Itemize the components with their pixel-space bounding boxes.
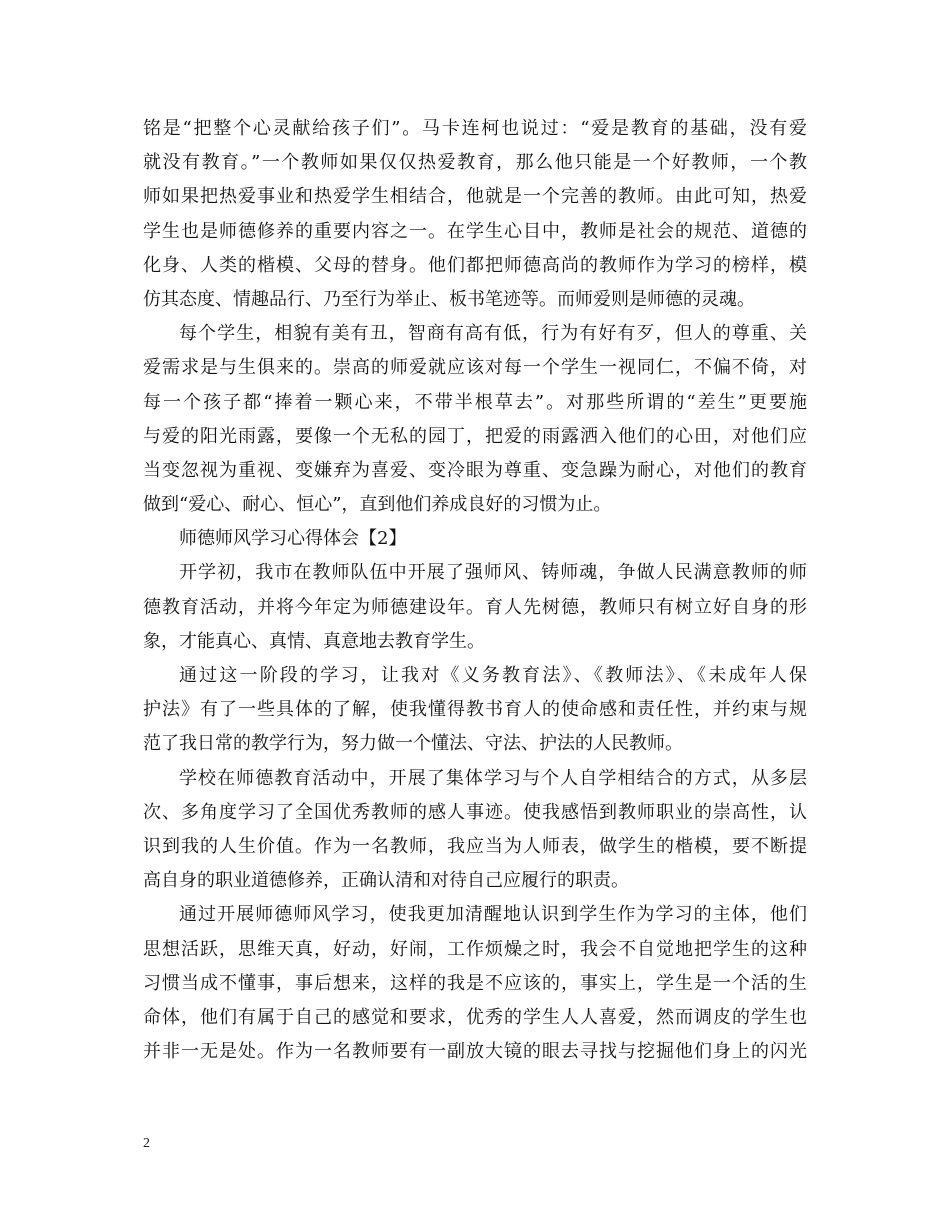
text-line: 铭是“把整个心灵献给孩子们”。马卡连柯也说过：“爱是教育的基础，没有爱 xyxy=(143,118,807,139)
text-line: 通过这一阶段的学习，让我对《义务教育法》、《教师法》、《未成年人保 xyxy=(179,665,807,686)
page-number: 2 xyxy=(143,1136,150,1151)
text-line: 就没有教育。”一个教师如果仅仅热爱教育，那么他只能是一个好教师，一个教 xyxy=(143,152,807,174)
text-line: 识到我的人生价值。作为一名教师，我应当为人师表，做学生的楷模，要不断提 xyxy=(143,835,807,857)
text-line: 学校在师德教育活动中，开展了集体学习与个人自学相结合的方式，从多层 xyxy=(179,767,807,789)
text-line: 命体，他们有属于自己的感觉和要求，优秀的学生人人喜爱，然而调皮的学生也 xyxy=(143,1006,807,1028)
text-line: 次、多角度学习了全国优秀教师的感人事迹。使我感悟到教师职业的崇高性，认 xyxy=(143,801,807,823)
text-line: 通过开展师德师风学习，使我更加清醒地认识到学生作为学习的主体，他们 xyxy=(179,904,807,926)
text-line: 仿其态度、情趣品行、乃至行为举止、板书笔迹等。而师爱则是师德的灵魂。 xyxy=(143,288,755,310)
text-line: 化身、人类的楷模、父母的替身。他们都把师德高尚的教师作为学习的榜样，模 xyxy=(143,254,807,276)
text-line: 并非一无是处。作为一名教师要有一副放大镜的眼去寻找与挖掘他们身上的闪光 xyxy=(143,1041,807,1063)
text-line: 与爱的阳光雨露，要像一个无私的园丁，把爱的雨露洒入他们的心田，对他们应 xyxy=(143,425,807,447)
text-line: 爱需求是与生俱来的。崇高的师爱就应该对每一个学生一视同仁，不偏不倚，对 xyxy=(143,357,807,379)
text-line: 习惯当成不懂事，事后想来，这样的我是不应该的，事实上，学生是一个活的生 xyxy=(143,972,807,994)
text-line: 每个学生，相貌有美有丑，智商有高有低，行为有好有歹，但人的尊重、关 xyxy=(179,323,807,345)
text-line: 每一个孩子都“捧着一颗心来，不带半根草去”。对那些所谓的“差生”更要施 xyxy=(143,391,807,413)
text-line: 师德师风学习心得体会【2】 xyxy=(179,528,407,550)
text-line: 护法》有了一些具体的了解，使我懂得教书育人的使命感和责任性，并约束与规 xyxy=(143,699,807,721)
text-line: 做到“爱心、耐心、恒心”，直到他们养成良好的习惯为止。 xyxy=(143,494,612,516)
text-line: 开学初，我市在教师队伍中开展了强师风、铸师魂，争做人民满意教师的师 xyxy=(179,562,807,584)
text-line: 高自身的职业道德修养，正确认清和对待自己应履行的职责。 xyxy=(143,870,629,892)
text-line: 思想活跃，思维天真，好动，好闹，工作烦燥之时，我会不自觉地把学生的这种 xyxy=(143,938,807,960)
document-body xyxy=(143,112,807,1069)
text-line: 学生也是师德修养的重要内容之一。在学生心目中，教师是社会的规范、道德的 xyxy=(143,220,807,242)
text-line: 范了我日常的教学行为，努力做一个懂法、守法、护法的人民教师。 xyxy=(143,733,683,755)
text-line: 师如果把热爱事业和热爱学生相结合，他就是一个完善的教师。由此可知，热爱 xyxy=(143,186,807,208)
text-line: 当变忽视为重视、变嫌弃为喜爱、变冷眼为尊重、变急躁为耐心，对他们的教育 xyxy=(143,459,807,481)
text-line: 德教育活动，并将今年定为师德建设年。育人先树德，教师只有树立好自身的形 xyxy=(143,596,807,618)
text-line: 象，才能真心、真情、真意地去教育学生。 xyxy=(143,630,485,652)
